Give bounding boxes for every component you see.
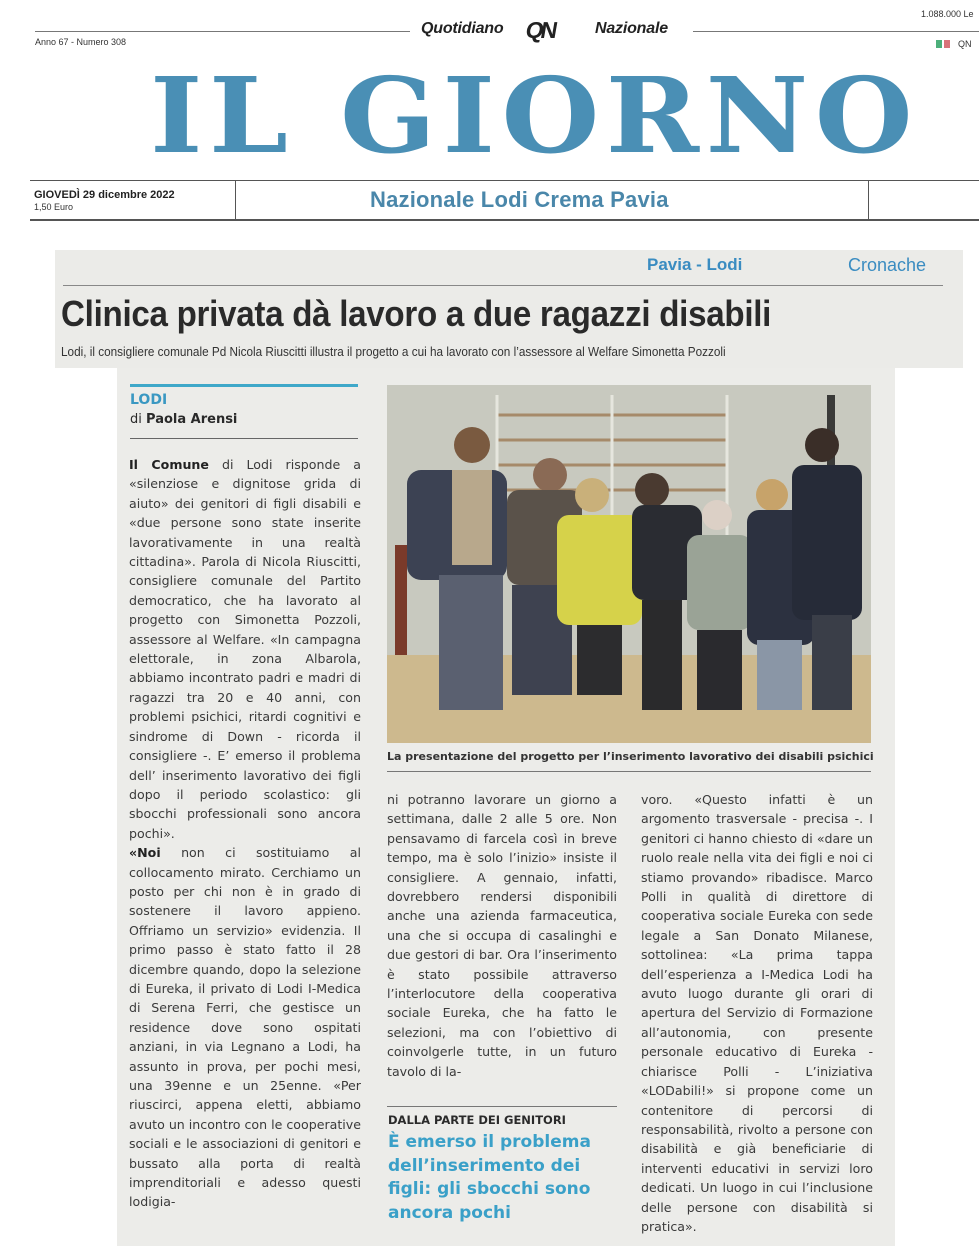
paragraph <box>129 455 361 843</box>
author-name: Paola Arensi <box>146 412 238 427</box>
accent-bar <box>130 384 358 387</box>
category-label: Cronache <box>848 255 927 275</box>
paragraph <box>129 843 361 1212</box>
paragraph: voro. «Questo infatti è un argomento trasversale - precisa -. I genitori ci hanno chiesto di «dare un ruolo reale nella vita dei figli e noi ci stiamo provando» ribadisce. Marco Polli in qualità di direttore di cooperativa sociale Eureka con sede legale a San Donato Milanese, sottolinea: «La prima tappa dell’esperienza a I-Medica Lodi ha avuto luogo durante gli orari di apertura del Servizio di Formazione all’autonomia, con presente personale educativo di Eureka - chiarisce Polli - L’iniziativa «LODabili!» si propone come un contenitore di percorsi di responsabilità, rivolto a persone con disabilità e già beneficiarie di interventi educativi in servizi loro dedicati. Un luogo in cui l’inclusione delle persone con disabilità si pratica». <box>641 792 873 1234</box>
article-body <box>117 368 895 1246</box>
circulation: 1.088.000 Le <box>921 9 974 19</box>
group-photo-image <box>387 385 871 743</box>
date-edition-bar <box>0 180 979 220</box>
lead-in: «Noi <box>129 845 161 861</box>
issue-number: Anno 67 - Numero 308 <box>35 37 127 47</box>
subheadline: Lodi, il consigliere comunale Pd Nicola Riuscitti illustra il progetto a cui ha lavorato con l’assessore al Welfare Simonetta Pozzoli <box>61 345 726 359</box>
section-label: Pavia - Lodi <box>647 255 743 274</box>
rule <box>30 219 979 221</box>
price: 1,50 Euro <box>34 202 74 212</box>
paragraph-text: di Lodi risponde a «silenziose e dignitose grida di aiuto» dei genitori di figli disabili e «due persone sono state inserite lavorativamente in una realtà cittadina». Parola di Nicola Riuscitti, consigliere comunale del Partito democratico, che ha lavorato al progetto con Simonetta Pozzoli, assessore al Welfare. «In campagna elettorale, in zona Albarola, abbiamo incontrato padri e madri di ragazzi tra 20 e 40 anni, con problemi psichici, ritardi cognitivi e sindrome di Down - ricorda il consigliere -. E’ emerso il problema dell’ inserimento lavorativo dei figli dopo il periodo scolastico: gli sbocchi professionali sono ancora pochi». <box>129 457 361 841</box>
qn-small-label: QN <box>958 39 972 49</box>
divider <box>868 180 869 220</box>
divider <box>235 180 236 220</box>
pull-quote: È emerso il problema dell’inserimento dei figli: gli sbocchi sono ancora pochi <box>388 1132 591 1223</box>
network-label-left: Quotidiano <box>421 20 504 37</box>
headline: Clinica privata dà lavoro a due ragazzi disabili <box>61 293 772 334</box>
masthead-rule-right <box>693 31 979 32</box>
publication-date: GIOVEDÌ 29 dicembre 2022 <box>34 189 175 201</box>
rule <box>30 180 979 181</box>
box-kicker: DALLA PARTE DEI GENITORI <box>388 1113 566 1127</box>
rule <box>387 771 871 772</box>
edition-name: Nazionale Lodi Crema Pavia <box>370 187 669 212</box>
qn-logo-icon: QN <box>523 17 557 43</box>
italian-flag-icon <box>936 40 950 48</box>
newspaper-title-logo: IL GIORNO <box>150 54 920 177</box>
photo-caption: La presentazione del progetto per l’inserimento lavorativo dei disabili psichici <box>387 750 874 763</box>
rule <box>387 1106 617 1107</box>
paragraph-text: non ci sostituiamo al collocamento mirato. Cerchiamo un posto per chi non è in grado di sostenere il lavoro appieno. Offriamo un servizio» evidenzia. Il primo passo è stato fatto il 28 dicembre quando, dopo la selezione di Eureka, il privato di Lodi I-Medica di Serena Ferri, che gestisce un residence dove sono ospitati anziani, in via Legnano a Lodi, ha assunto in prova, per pochi mesi, una 39enne e un 25enne. «Per riuscirci, appena eletti, abbiamo avuto un incontro con le cooperative sociali e le associazioni di genitori e bussato alla porta di realtà imprenditoriali e adesso questi lodigia- <box>129 845 361 1210</box>
article-header <box>55 250 963 368</box>
column-1 <box>129 455 361 1212</box>
article-photo <box>387 385 871 743</box>
dateline-location: LODI <box>130 392 168 408</box>
rule <box>63 285 943 286</box>
byline <box>130 412 237 427</box>
masthead-rule-left <box>35 31 410 32</box>
column-3 <box>641 790 873 1236</box>
paragraph: ni potranno lavorare un giorno a settimana, dalle 2 alle 5 ore. Non pensavamo di farcela così in breve tempo, ma è solo l’inizio» insiste il consigliere. A gennaio, infatti, dovrebbero rendersi disponibili anche una azienda farmaceutica, una che si occupa di casalinghi e due gestori di bar. Ora l’inserimento è stato possibile attraverso l’interlocutore della cooperativa sociale Eureka, che ha fatto le selezioni, ma con l’obiettivo di coinvolgerle tutte, in un futuro tavolo di la- <box>387 792 617 1079</box>
rule <box>130 438 358 439</box>
network-label-right: Nazionale <box>595 20 668 37</box>
byline-prefix: di <box>130 412 142 427</box>
column-2 <box>387 790 617 1081</box>
lead-in: Il Comune <box>129 457 209 472</box>
